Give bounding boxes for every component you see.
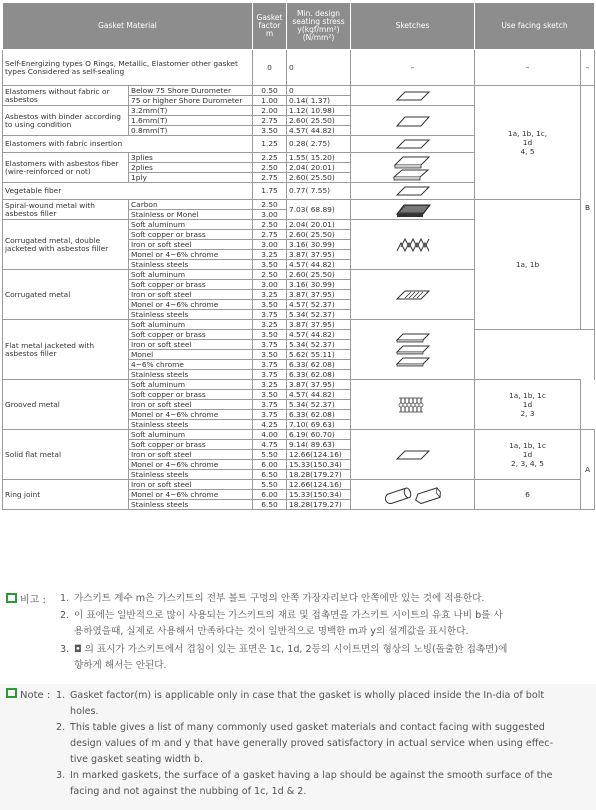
corrugated-jacket-icon — [393, 235, 433, 255]
note-text: Gasket factor(m) is applicable only in case that the gasket is wholly placed inside the In-dia of bolt holes. — [70, 690, 545, 717]
facing-group-6: 1a, 1b, 1c 1d 2, 3, 4, 5 — [475, 430, 581, 480]
factor-m: 3.75 — [253, 400, 287, 410]
factor-m: 6.50 — [253, 500, 287, 510]
stacked-plies-icon — [391, 155, 435, 181]
seating-stress: 5.34( 52.37) — [287, 310, 351, 320]
seating-stress: 2.04( 20.01) — [287, 163, 351, 173]
sub-material: Stainless steels — [129, 470, 253, 480]
seating-stress: 2.60( 25.50) — [287, 270, 351, 280]
gasket-table — [2, 2, 595, 510]
factor-m: 1.00 — [253, 96, 287, 106]
facing-group-7: 6 — [475, 480, 581, 510]
note-heading-ko — [6, 591, 46, 606]
sub-material: 1ply — [129, 173, 253, 183]
factor-m: 3.75 — [253, 410, 287, 420]
material-vegetable-fiber: Vegetable fiber — [3, 183, 253, 200]
note-number: 1. — [56, 690, 66, 701]
facing-column-b: B — [581, 86, 595, 330]
sub-material: Soft aluminum — [129, 380, 253, 390]
facing-group-5: 1a, 1b, 1c 1d 2, 3 — [475, 380, 581, 430]
factor-m: 3.75 — [253, 360, 287, 370]
factor-m: 2.50 — [253, 163, 287, 173]
facing-group-2: 1a, 1b — [475, 200, 581, 330]
grooved-metal-icon — [393, 394, 433, 416]
factor-m: 3.50 — [253, 260, 287, 270]
sketch-ply-sheets — [351, 153, 475, 183]
seating-stress: 3.87( 37.95) — [287, 320, 351, 330]
seating-stress: 0.77( 7.55) — [287, 183, 351, 200]
seating-stress: 0 — [287, 86, 351, 96]
material-asbestos-binder: Asbestos with binder according to using condition — [3, 106, 129, 136]
factor-m: 2.25 — [253, 153, 287, 163]
sub-material: Monel — [129, 350, 253, 360]
material-corrugated-metal: Corrugated metal — [3, 270, 129, 320]
factor-m: 2.50 — [253, 270, 287, 280]
spiral-wound-icon — [393, 201, 433, 219]
sub-material: Stainless steels — [129, 310, 253, 320]
seating-stress: 12.66(124.16) — [287, 480, 351, 490]
factor-m: 3.25 — [253, 320, 287, 330]
flat-sheet-icon — [393, 112, 433, 130]
factor-m: 4.75 — [253, 440, 287, 450]
sub-material: Carbon — [129, 200, 253, 210]
seating-stress: 4.57( 44.82) — [287, 126, 351, 136]
seating-stress: 1.55( 15.20) — [287, 153, 351, 163]
header-use-facing-sketch: Use facing sketch — [475, 3, 595, 50]
seating-stress: 4.57( 44.82) — [287, 330, 351, 340]
material-flat-metal-jacketed: Flat metal jacketed with asbestos filler — [3, 320, 129, 380]
seating-stress: 12.66(124.16) — [287, 450, 351, 460]
factor-m: 3.50 — [253, 300, 287, 310]
factor-m: 2.50 — [253, 220, 287, 230]
seating-stress: 5.34( 52.37) — [287, 400, 351, 410]
seating-stress: 6.33( 62.08) — [287, 410, 351, 420]
factor-m: 3.00 — [253, 280, 287, 290]
factor-m: 3.00 — [253, 240, 287, 250]
sketch-spiral-wound — [351, 200, 475, 220]
sketch-corrugated-metal — [351, 270, 475, 320]
sketch-flat-metal-jacketed — [351, 320, 475, 380]
material-ring-joint: Ring joint — [3, 480, 129, 510]
corrugated-ring-icon — [393, 287, 433, 303]
sub-material: 3plies — [129, 153, 253, 163]
seating-stress: 3.87( 37.95) — [287, 290, 351, 300]
seating-stress: 3.87( 37.95) — [287, 250, 351, 260]
factor-m: 1.75 — [253, 183, 287, 200]
sub-material: Monel or 4~6% chrome — [129, 250, 253, 260]
sub-material: Stainless steels — [129, 500, 253, 510]
material-elastomers-asbestos-fiber: Elastomers with asbestos fiber (wire-reinforced or not) — [3, 153, 129, 183]
facing-column-a: A — [581, 430, 595, 510]
sub-material: Stainless steels — [129, 260, 253, 270]
seating-stress: 2.60( 25.50) — [287, 116, 351, 126]
factor-m: 3.75 — [253, 340, 287, 350]
material-solid-flat-metal: Solid flat metal — [3, 430, 129, 480]
factor-m: 2.50 — [253, 200, 287, 210]
note-number: 3. — [56, 770, 66, 781]
factor-m: 6.50 — [253, 470, 287, 480]
sub-material: Soft copper or brass — [129, 390, 253, 400]
header-seating-stress: Min. design seating stress y(kgf/mm²) (N/mm²) — [287, 3, 351, 50]
factor-m: 6.00 — [253, 490, 287, 500]
seating-stress: 4.57( 44.82) — [287, 390, 351, 400]
note-heading-text: Note : — [20, 690, 51, 701]
header-material: Gasket Material — [3, 3, 253, 50]
sub-material: Iron or soft steel — [129, 240, 253, 250]
sketch-corrugated-jacketed — [351, 220, 475, 270]
note-text: ◘ 의 표시가 가스키트에서 겹침이 있는 표면은 1c, 1d, 2등의 시이트면의 형상의 노빙(돌출한 접촉면)에 향하게 해서는 안된다. — [74, 644, 508, 671]
note-text: 이 표에는 일반적으로 많이 사용되는 가스키트의 재료 및 접촉면을 가스키트 시이트의 유효 나비 b를 사 용하였을때, 실제로 사용해서 만족하다는 것이 일반적으로 명백한 m과 y의 설계값을 표시한다. — [74, 610, 503, 637]
note-text: In marked gaskets, the surface of a gasket having a lap should be against the smooth surface of the facing and not against the nubbing of 1c, 1d & 2. — [70, 770, 553, 797]
sub-material: 0.8mm(T) — [129, 126, 253, 136]
facing-column-none: – — [581, 50, 595, 86]
sub-material: Iron or soft steel — [129, 480, 253, 490]
flat-sheet-icon — [393, 89, 433, 103]
ring-joint-icon — [381, 482, 445, 508]
sub-material: Below 75 Shore Durometer — [129, 86, 253, 96]
note-heading-en — [6, 688, 50, 701]
seating-stress: 15.33(150.34) — [287, 490, 351, 500]
factor-m: 2.75 — [253, 173, 287, 183]
seating-stress: 2.60( 25.50) — [287, 173, 351, 183]
factor-m: 4.00 — [253, 430, 287, 440]
seating-stress: 15.33(150.34) — [287, 460, 351, 470]
note-marker-icon — [6, 688, 17, 698]
sub-material: 4~6% chrome — [129, 360, 253, 370]
sub-material: Soft copper or brass — [129, 280, 253, 290]
sketch-none: – — [351, 50, 475, 86]
material-grooved-metal: Grooved metal — [3, 380, 129, 430]
seating-stress: 1.12( 10.98) — [287, 106, 351, 116]
sub-material: Stainless steels — [129, 370, 253, 380]
sub-material: Monel or 4~6% chrome — [129, 490, 253, 500]
seating-stress: 6.33( 62.08) — [287, 370, 351, 380]
factor-m: 2.75 — [253, 230, 287, 240]
sketch-elastomer-sheet — [351, 86, 475, 106]
factor-m: 1.25 — [253, 136, 287, 153]
factor-m: 3.25 — [253, 250, 287, 260]
factor-m: 3.00 — [253, 210, 287, 220]
sub-material: Stainless or Monel — [129, 210, 253, 220]
jacketed-sections-icon — [391, 330, 435, 370]
note-number: 1. — [60, 593, 70, 604]
flat-sheet-icon — [393, 184, 433, 198]
sketch-vegetable-sheet — [351, 183, 475, 200]
notes-english — [0, 684, 596, 810]
sub-material: Soft copper or brass — [129, 440, 253, 450]
factor-m: 5.50 — [253, 450, 287, 460]
seating-stress: 6.33( 62.08) — [287, 360, 351, 370]
factor-m: 2.00 — [253, 106, 287, 116]
sub-material: Iron or soft steel — [129, 400, 253, 410]
solid-flat-ring-icon — [393, 447, 433, 463]
sketch-fabric-sheet — [351, 136, 475, 153]
factor-m: 5.50 — [253, 480, 287, 490]
sub-material: Soft aluminum — [129, 220, 253, 230]
factor-m: 3.50 — [253, 390, 287, 400]
factor-m: 4.25 — [253, 420, 287, 430]
sub-material: Soft copper or brass — [129, 230, 253, 240]
seating-stress: 18.28(179.27) — [287, 500, 351, 510]
material-elastomers-fabric: Elastomers with fabric insertion — [3, 136, 253, 153]
note-text: 가스키트 계수 m은 가스키트의 전부 볼트 구멍의 안쪽 가장자리보다 안쪽에만 있는 것에 적용한다. — [74, 593, 485, 604]
sketch-solid-flat-metal — [351, 430, 475, 480]
seating-stress: 7.03( 68.89) — [287, 200, 351, 220]
seating-stress: 6.19( 60.70) — [287, 430, 351, 440]
seating-stress: 0.28( 2.75) — [287, 136, 351, 153]
flat-sheet-icon — [393, 137, 433, 151]
sub-material: 75 or higher Shore Durometer — [129, 96, 253, 106]
note-heading-text: 비고 : — [20, 595, 46, 606]
seating-stress: 2.60( 25.50) — [287, 230, 351, 240]
sub-material: Monel or 4~6% chrome — [129, 300, 253, 310]
factor-m: 3.25 — [253, 290, 287, 300]
sub-material: Soft aluminum — [129, 270, 253, 280]
sub-material: 2plies — [129, 163, 253, 173]
factor-m: 0.50 — [253, 86, 287, 96]
seating-stress: 0.14( 1.37) — [287, 96, 351, 106]
seating-stress: 7.10( 69.63) — [287, 420, 351, 430]
note-number: 3. — [60, 644, 70, 655]
facing-group-1: 1a, 1b, 1c, 1d 4, 5 — [475, 86, 581, 200]
factor-m: 6.00 — [253, 460, 287, 470]
seating-stress: 2.04( 20.01) — [287, 220, 351, 230]
factor-m: 3.75 — [253, 370, 287, 380]
factor-m: 3.50 — [253, 330, 287, 340]
factor-m: 3.75 — [253, 310, 287, 320]
factor-m: 3.50 — [253, 126, 287, 136]
sketch-ring-joint — [351, 480, 475, 510]
seating-stress: 4.57( 44.82) — [287, 260, 351, 270]
seating-stress: 9.14( 89.63) — [287, 440, 351, 450]
facing-none: – — [475, 50, 581, 86]
sub-material: Soft aluminum — [129, 320, 253, 330]
header-sketches: Sketches — [351, 3, 475, 50]
header-gasket-factor: Gasket factor m — [253, 3, 287, 50]
sketch-asbestos-sheet — [351, 106, 475, 136]
factor-m: 0 — [253, 50, 287, 86]
sub-material: Iron or soft steel — [129, 290, 253, 300]
sub-material: Iron or soft steel — [129, 450, 253, 460]
note-number: 2. — [56, 722, 66, 733]
note-number: 2. — [60, 610, 70, 621]
factor-m: 3.25 — [253, 380, 287, 390]
seating-stress: 4.57( 52.37) — [287, 300, 351, 310]
material-spiral-wound: Spiral-wound metal with asbestos filler — [3, 200, 129, 220]
sub-material: Soft copper or brass — [129, 330, 253, 340]
sub-material: Monel or 4~6% chrome — [129, 460, 253, 470]
note-marker-icon — [6, 593, 17, 603]
seating-stress: 3.16( 30.99) — [287, 280, 351, 290]
sub-material: 1.6mm(T) — [129, 116, 253, 126]
sub-material: Stainless steels — [129, 420, 253, 430]
material-corrugated-double-jacketed: Corrugated metal, double jacketed with asbestos filler — [3, 220, 129, 270]
sub-material: Iron or soft steel — [129, 340, 253, 350]
seating-stress: 5.62( 55.11) — [287, 350, 351, 360]
seating-stress: 5.34( 52.37) — [287, 340, 351, 350]
factor-m: 3.50 — [253, 350, 287, 360]
seating-stress: 3.16( 30.99) — [287, 240, 351, 250]
sub-material: Monel or 4~6% chrome — [129, 410, 253, 420]
sub-material: 3.2mm(T) — [129, 106, 253, 116]
material-self-energizing: Self-Energizing types O Rings, Metallic, Elastomer other gasket types Considered as self-sealing — [3, 50, 253, 86]
seating-stress: 3.87( 37.95) — [287, 380, 351, 390]
seating-stress: 0 — [287, 50, 351, 86]
seating-stress: 18.28(179.27) — [287, 470, 351, 480]
material-elastomers-without-fabric: Elastomers without fabric or asbestos — [3, 86, 129, 106]
sketch-grooved-metal — [351, 380, 475, 430]
sub-material: Soft aluminum — [129, 430, 253, 440]
note-text: This table gives a list of many commonly used gasket materials and contact facing with suggested design values of m and y that have generally proved satisfactory in actual service when using effec- tive gasket seating width b. — [70, 722, 554, 765]
factor-m: 2.75 — [253, 116, 287, 126]
